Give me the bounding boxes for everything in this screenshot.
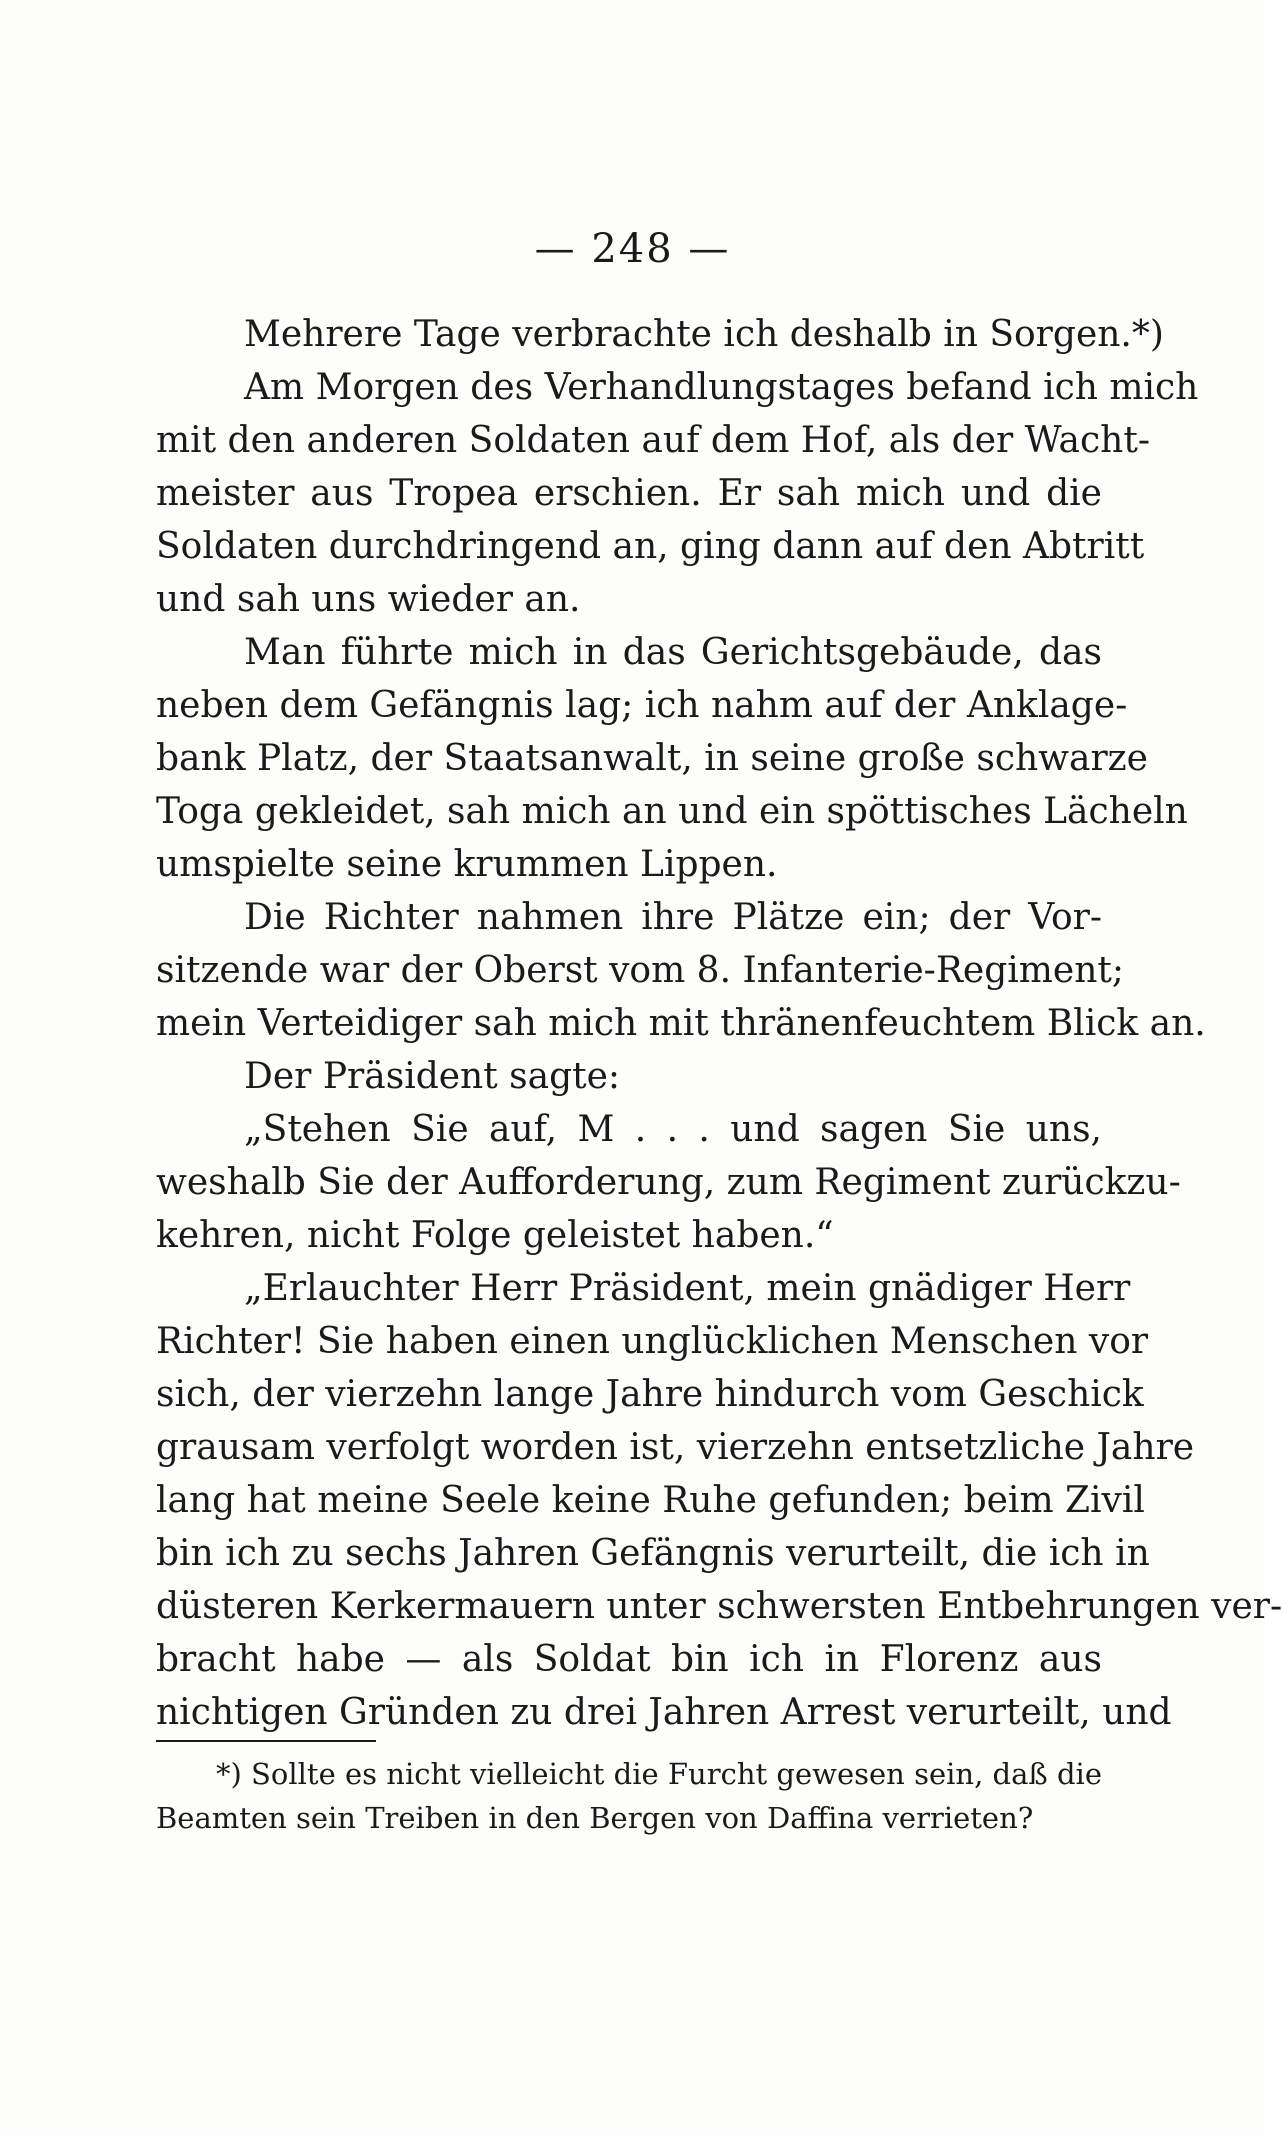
text-line: Richter! Sie haben einen unglücklichen Menschen vor <box>156 1321 1149 1362</box>
text-line: umspielte seine krummen Lippen. <box>156 844 778 885</box>
text-line: weshalb Sie der Aufforderung, zum Regiment zurückzu- <box>156 1162 1181 1203</box>
text-line: mein Verteidiger sah mich mit thränenfeuchtem Blick an. <box>156 1003 1206 1044</box>
text-line: Toga gekleidet, sah mich an und ein spöttisches Lächeln <box>156 791 1188 832</box>
text-line: Mehrere Tage verbrachte ich deshalb in Sorgen.*) <box>244 314 1164 355</box>
footnote-line: Beamten sein Treiben in den Bergen von Daffina verrieten? <box>156 1801 1034 1835</box>
text-line: bin ich zu sechs Jahren Gefängnis verurteilt, die ich in <box>156 1533 1150 1574</box>
footnote-divider <box>156 1740 376 1742</box>
footnote-line: *) Sollte es nicht vielleicht die Furcht gewesen sein, daß die <box>216 1757 1102 1791</box>
text-line: Soldaten durchdringend an, ging dann auf den Abtritt <box>156 526 1145 567</box>
text-line: Man führte mich in das Gerichtsgebäude, das <box>244 632 1102 673</box>
text-line: meister aus Tropea erschien. Er sah mich und die <box>156 473 1102 514</box>
text-line: bracht habe — als Soldat bin ich in Florenz aus <box>156 1639 1102 1680</box>
body-text <box>156 308 1282 1739</box>
text-line: Der Präsident sagte: <box>244 1056 621 1097</box>
text-line: nichtigen Gründen zu drei Jahren Arrest verurteilt, und <box>156 1692 1172 1733</box>
text-line: Am Morgen des Verhandlungstages befand ich mich <box>244 367 1199 408</box>
text-line: kehren, nicht Folge geleistet haben.“ <box>156 1215 834 1256</box>
text-line: lang hat meine Seele keine Ruhe gefunden; beim Zivil <box>156 1480 1145 1521</box>
footnote <box>156 1752 1102 1840</box>
text-line: „Erlauchter Herr Präsident, mein gnädiger Herr <box>244 1268 1131 1309</box>
text-line: und sah uns wieder an. <box>156 579 581 620</box>
text-line: neben dem Gefängnis lag; ich nahm auf der Anklage- <box>156 685 1128 726</box>
text-line: bank Platz, der Staatsanwalt, in seine große schwarze <box>156 738 1148 779</box>
page-number: — 248 — <box>534 226 731 272</box>
text-line: sich, der vierzehn lange Jahre hindurch vom Geschick <box>156 1374 1144 1415</box>
text-line: grausam verfolgt worden ist, vierzehn entsetzliche Jahre <box>156 1427 1195 1468</box>
text-line: düsteren Kerkermauern unter schwersten Entbehrungen ver- <box>156 1586 1282 1627</box>
text-line: sitzende war der Oberst vom 8. Infanterie-Regiment; <box>156 950 1125 991</box>
text-line: „Stehen Sie auf, M . . . und sagen Sie uns, <box>244 1109 1102 1150</box>
text-line: Die Richter nahmen ihre Plätze ein; der Vor- <box>244 897 1102 938</box>
text-line: mit den anderen Soldaten auf dem Hof, als der Wacht- <box>156 420 1150 461</box>
